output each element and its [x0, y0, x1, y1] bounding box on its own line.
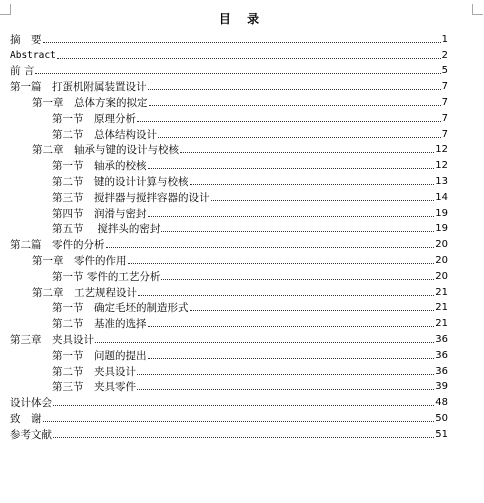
- toc-entry-page-number: 7: [441, 96, 448, 108]
- toc-entry-page-number: 19: [435, 207, 448, 219]
- table-of-contents: [10, 30, 448, 441]
- toc-dot-leader: [211, 200, 435, 201]
- toc-entry-page-number: 1: [441, 33, 448, 45]
- toc-dot-leader: [57, 58, 441, 59]
- toc-entry-title: 致 谢: [10, 412, 42, 425]
- toc-entry-page-number: 19: [435, 223, 448, 235]
- toc-entry[interactable]: [10, 283, 448, 299]
- toc-entry-page-number: 12: [435, 144, 448, 156]
- toc-entry-page-number: 50: [435, 412, 448, 424]
- toc-entry[interactable]: [10, 267, 448, 283]
- toc-entry-page-number: 20: [435, 254, 448, 266]
- toc-dot-leader: [148, 89, 441, 90]
- toc-entry-title: 摘 要: [10, 33, 42, 46]
- toc-entry[interactable]: [10, 330, 448, 346]
- toc-entry-title: 第二章 工艺规程设计: [32, 286, 137, 299]
- toc-entry[interactable]: [10, 314, 448, 330]
- toc-entry[interactable]: [10, 425, 448, 441]
- toc-entry-page-number: 14: [435, 191, 448, 203]
- toc-entry-page-number: 21: [435, 302, 448, 314]
- toc-entry-title: 第三章 夹具设计: [10, 333, 94, 346]
- toc-entry-page-number: 7: [441, 81, 448, 93]
- toc-entry-title: 第一节 确定毛坯的制造形式: [52, 302, 189, 315]
- toc-entry[interactable]: [10, 46, 448, 62]
- toc-entry[interactable]: [10, 346, 448, 362]
- toc-entry-title: 第四节 润滑与密封: [52, 207, 147, 220]
- toc-dot-leader: [137, 121, 441, 122]
- toc-dot-leader: [137, 374, 434, 375]
- toc-entry[interactable]: [10, 125, 448, 141]
- toc-entry-title: 第一篇 打蛋机附属装置设计: [10, 81, 147, 94]
- toc-entry-title: 前 言: [10, 65, 35, 78]
- toc-entry-page-number: 51: [435, 428, 448, 440]
- toc-dot-leader: [137, 389, 434, 390]
- toc-entry[interactable]: [10, 30, 448, 46]
- toc-entry-title: 第一节 零件的工艺分析: [52, 270, 161, 283]
- toc-dot-leader: [106, 247, 435, 248]
- toc-entry-title: 第二节 夹具设计: [52, 365, 136, 378]
- toc-entry[interactable]: [10, 109, 448, 125]
- toc-dot-leader: [148, 326, 435, 327]
- toc-entry-page-number: 7: [441, 112, 448, 124]
- toc-entry-page-number: 21: [435, 318, 448, 330]
- toc-dot-leader: [149, 105, 441, 106]
- toc-entry-title: 第一节 问题的提出: [52, 349, 147, 362]
- toc-entry[interactable]: [10, 62, 448, 78]
- toc-dot-leader: [161, 231, 434, 232]
- toc-entry-title: 第二篇 零件的分析: [10, 239, 105, 252]
- toc-entry-page-number: 13: [435, 175, 448, 187]
- toc-entry-title: 第二节 基准的选择: [52, 318, 147, 331]
- toc-entry-page-number: 7: [441, 128, 448, 140]
- toc-dot-leader: [43, 421, 435, 422]
- toc-entry-page-number: 39: [435, 381, 448, 393]
- toc-dot-leader: [138, 295, 434, 296]
- toc-entry-page-number: 36: [435, 349, 448, 361]
- toc-entry[interactable]: [10, 77, 448, 93]
- toc-entry-page-number: 36: [435, 333, 448, 345]
- toc-dot-leader: [53, 405, 434, 406]
- toc-dot-leader: [148, 168, 435, 169]
- toc-dot-leader: [128, 263, 435, 264]
- toc-dot-leader: [161, 279, 434, 280]
- toc-entry-title: 第五节 搅拌头的密封: [52, 223, 161, 236]
- toc-dot-leader: [190, 184, 435, 185]
- toc-entry[interactable]: [10, 362, 448, 378]
- toc-dot-leader: [95, 342, 434, 343]
- toc-entry[interactable]: [10, 409, 448, 425]
- toc-entry[interactable]: [10, 393, 448, 409]
- toc-entry-page-number: 20: [435, 270, 448, 282]
- toc-entry-page-number: 2: [441, 49, 448, 61]
- toc-dot-leader: [43, 42, 441, 43]
- toc-entry-page-number: 5: [441, 65, 448, 77]
- toc-entry-page-number: 36: [435, 365, 448, 377]
- toc-dot-leader: [180, 152, 434, 153]
- toc-entry-title: 参考文献: [10, 428, 52, 441]
- toc-entry-page-number: 12: [435, 160, 448, 172]
- toc-entry-title: 第一章 零件的作用: [32, 254, 127, 267]
- toc-entry-title: 第一节 原理分析: [52, 112, 136, 125]
- toc-entry[interactable]: [10, 299, 448, 315]
- toc-entry-title: 第三节 搅拌器与搅拌容器的设计: [52, 191, 210, 204]
- toc-dot-leader: [148, 216, 435, 217]
- toc-dot-leader: [53, 437, 434, 438]
- toc-dot-leader: [35, 73, 440, 74]
- toc-entry-title: 第二节 总体结构设计: [52, 128, 157, 141]
- toc-entry-title: 第二章 轴承与键的设计与校核: [32, 144, 179, 157]
- toc-entry[interactable]: [10, 188, 448, 204]
- toc-entry[interactable]: [10, 156, 448, 172]
- toc-entry-title: 第一节 轴承的校核: [52, 160, 147, 173]
- toc-dot-leader: [158, 137, 441, 138]
- toc-entry-page-number: 21: [435, 286, 448, 298]
- toc-entry[interactable]: [10, 204, 448, 220]
- toc-entry-page-number: 20: [435, 239, 448, 251]
- toc-entry[interactable]: [10, 141, 448, 157]
- toc-entry-title: 第三节 夹具零件: [52, 381, 136, 394]
- toc-entry-title: 第一章 总体方案的拟定: [32, 96, 148, 109]
- toc-entry[interactable]: [10, 378, 448, 394]
- toc-entry-title: 第二节 键的设计计算与校核: [52, 175, 189, 188]
- toc-entry[interactable]: [10, 93, 448, 109]
- toc-dot-leader: [190, 310, 435, 311]
- toc-entry[interactable]: [10, 251, 448, 267]
- toc-dot-leader: [148, 358, 435, 359]
- toc-entry[interactable]: [10, 172, 448, 188]
- toc-entry[interactable]: [10, 220, 448, 236]
- toc-entry-title: 设计体会: [10, 397, 52, 410]
- toc-entry-title: Abstract: [10, 49, 56, 61]
- toc-entry[interactable]: [10, 235, 448, 251]
- page-title: 目 录: [218, 12, 266, 26]
- toc-entry-page-number: 48: [435, 397, 448, 409]
